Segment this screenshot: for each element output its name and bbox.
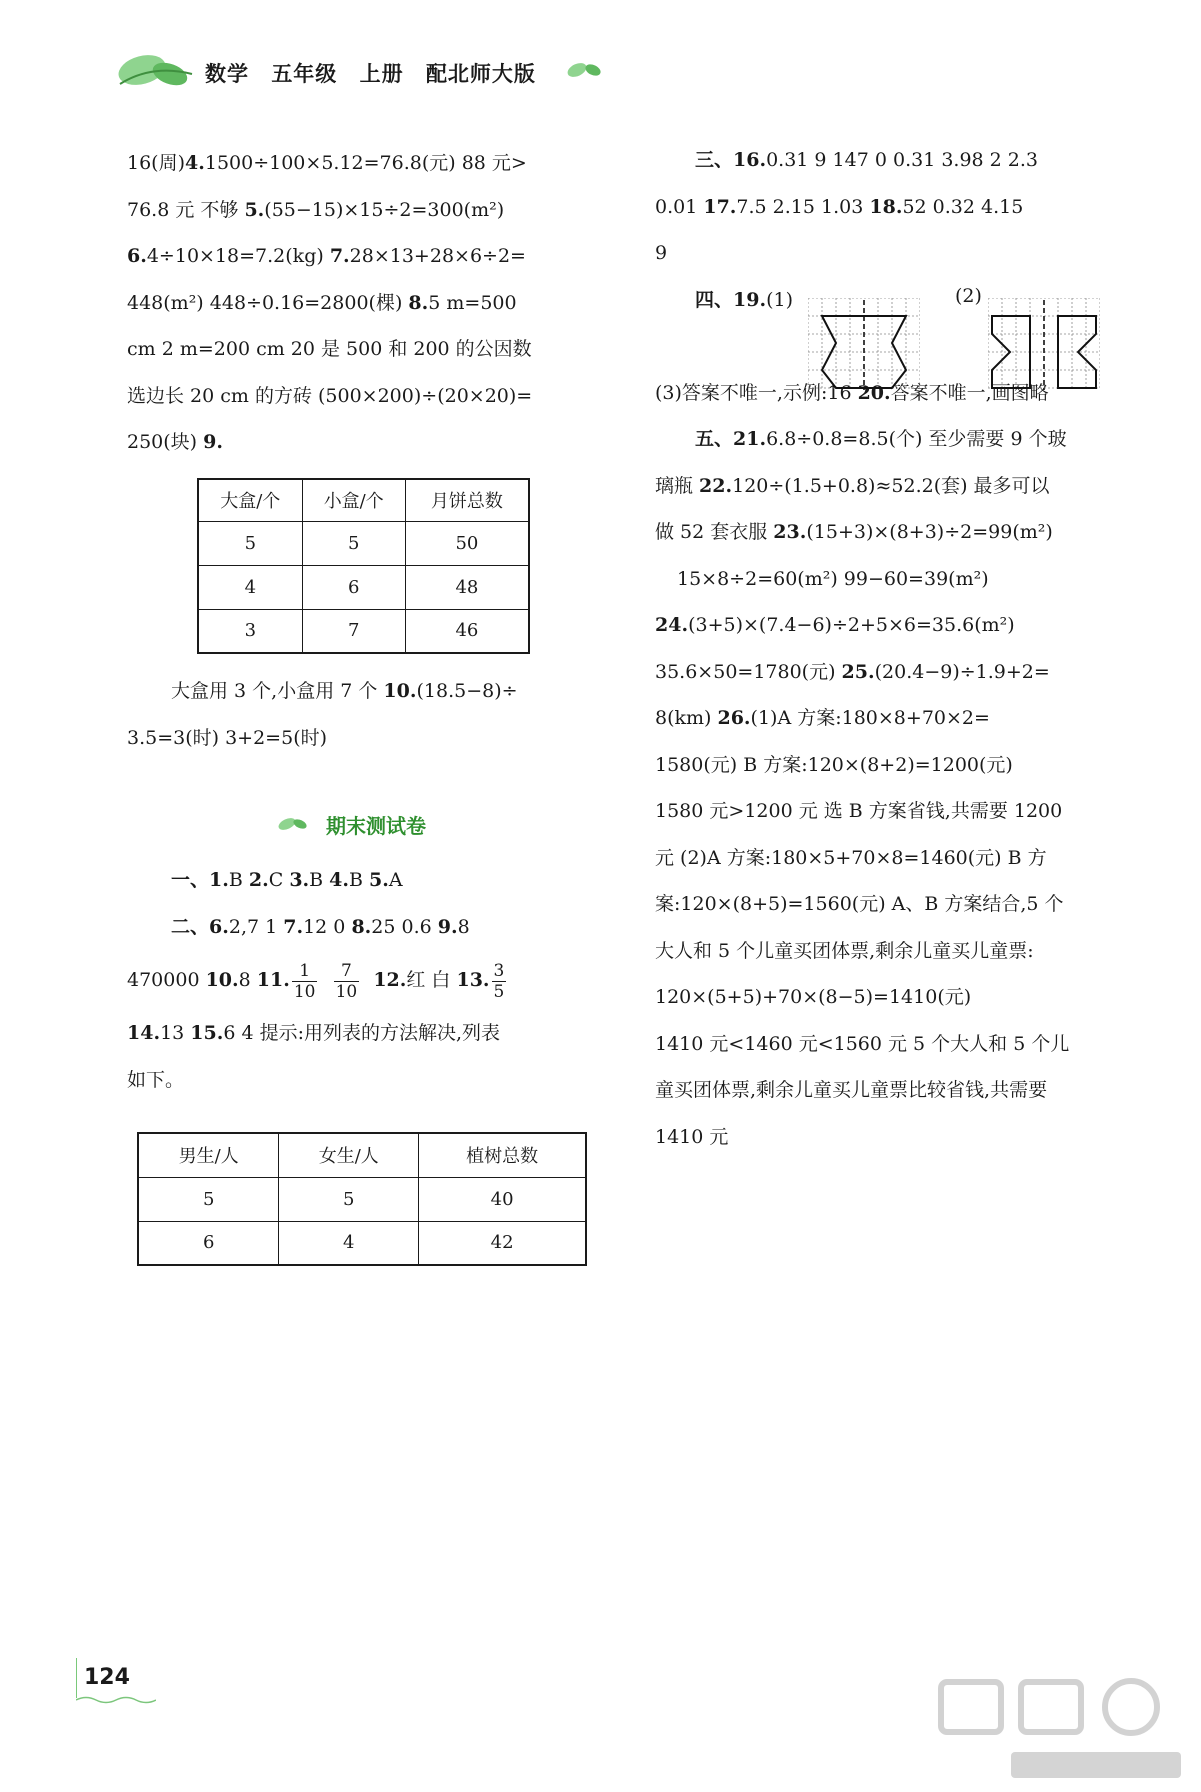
table-row: 6 4 42 <box>138 1221 586 1265</box>
answer-line: 76.8 元 不够 5.(55−15)×15÷2=300(m²) <box>127 198 505 221</box>
answer-line: 如下。 <box>127 1068 185 1091</box>
fraction: $\frac{1}{10}$ <box>293 960 316 1002</box>
answer-line: 1410 元<1460 元<1560 元 5 个大人和 5 个儿 <box>655 1032 1070 1055</box>
table-row: 5 5 50 <box>198 521 529 565</box>
answer-line: 一、1.B 2.C 3.B 4.B 5.A <box>171 869 403 891</box>
fraction: $\frac{7}{10}$ <box>335 960 358 1002</box>
answer-line: 448(m²) 448÷0.16=2800(棵) 8.5 m=500 <box>127 291 517 314</box>
answer-line: 14.13 15.6 4 提示:用列表的方法解决,列表 <box>127 1022 501 1044</box>
tree-planting-table <box>137 1132 587 1266</box>
answer-line: 120×(5+5)+70×(8−5)=1410(元) <box>655 986 972 1008</box>
answer-line: 24.(3+5)×(7.4−6)÷2+5×6=35.6(m²) <box>655 614 1015 636</box>
answer-line: 1410 元 <box>655 1125 729 1148</box>
section-title: 期末测试卷 <box>326 814 426 838</box>
small-leaf-icon <box>565 58 605 82</box>
fraction: $\frac{3}{5}$ <box>493 960 505 1002</box>
watermark-logo-icon <box>901 1662 1201 1792</box>
answer-line: 大人和 5 个儿童买团体票,剩余儿童买儿童票: <box>655 939 1034 962</box>
answer-line: 大盒用 3 个,小盒用 7 个 10.(18.5−8)÷ <box>171 680 518 702</box>
answer-line: 童买团体票,剩余儿童买儿童票比较省钱,共需要 <box>655 1079 1048 1101</box>
answer-line: 250(块) 9. <box>127 431 223 453</box>
answer-line: 璃瓶 22.120÷(1.5+0.8)≈52.2(套) 最多可以 <box>655 474 1050 497</box>
answer-line: (3)答案不唯一,示例:16 20.答案不唯一,画图略 <box>655 381 1049 404</box>
answer-line: 三、16.0.31 9 147 0 0.31 3.98 2 2.3 <box>695 149 1039 171</box>
answer-line: 0.01 17.7.5 2.15 1.03 18.52 0.32 4.15 <box>655 195 1024 218</box>
table-header-cell: 植树总数 <box>419 1133 586 1177</box>
answer-line: 35.6×50=1780(元) 25.(20.4−9)÷1.9+2= <box>655 660 1050 683</box>
left-column-after-table <box>127 668 617 761</box>
header-volume: 上册 <box>359 62 404 86</box>
symmetry-figure-2 <box>988 298 1100 390</box>
answer-line: 6.4÷10×18=7.2(kg) 7.28×13+28×6÷2= <box>127 245 526 267</box>
header-edition: 配北师大版 <box>425 62 536 86</box>
table-header-cell: 男生/人 <box>138 1133 279 1177</box>
table-row: 5 5 40 <box>138 1177 586 1221</box>
answer-line: 3.5=3(时) 3+2=5(时) <box>127 726 328 749</box>
answer-line: 做 52 套衣服 23.(15+3)×(8+3)÷2=99(m²) <box>655 521 1053 543</box>
page-number: 124 <box>84 1665 130 1690</box>
answer-line: 1580 元>1200 元 选 B 方案省钱,共需要 1200 <box>655 800 1063 822</box>
right-column <box>655 137 1135 1160</box>
answer-line: 元 (2)A 方案:180×5+70×8=1460(元) B 方 <box>655 846 1047 869</box>
answer-line: 16(周)4.1500÷100×5.12=76.8(元) 88 元> <box>127 152 527 174</box>
answer-line: 二、6.2,7 1 7.12 0 8.25 0.6 9.8 <box>171 915 470 938</box>
mooncake-table <box>197 478 530 654</box>
table-row: 3 7 46 <box>198 609 529 653</box>
answer-line: 案:120×(8+5)=1560(元) A、B 方案结合,5 个 <box>655 893 1064 915</box>
table-header-cell: 女生/人 <box>279 1133 419 1177</box>
left-column <box>127 140 617 466</box>
answer-line: 8(km) 26.(1)A 方案:180×8+70×2= <box>655 707 990 729</box>
table-header-cell: 小盒/个 <box>302 479 405 521</box>
table-header-cell: 月饼总数 <box>405 479 529 521</box>
header-grade: 五年级 <box>271 62 338 86</box>
header-subject: 数学 <box>205 62 249 86</box>
final-exam-answers <box>127 857 617 1103</box>
answer-line: 选边长 20 cm 的方砖 (500×200)÷(20×20)= <box>127 384 533 407</box>
page-header <box>0 0 1201 110</box>
answer-line: cm 2 m=200 cm 20 是 500 和 200 的公因数 <box>127 338 532 360</box>
section-leaf-icon <box>276 814 310 834</box>
answer-line: 1580(元) B 方案:120×(8+2)=1200(元) <box>655 753 1013 776</box>
header-title <box>205 58 536 88</box>
table-header-cell: 大盒/个 <box>198 479 302 521</box>
wave-decoration-icon <box>76 1695 156 1705</box>
table-row: 4 6 48 <box>198 565 529 609</box>
answer-line: 9 <box>655 242 668 264</box>
symmetry-figure-1 <box>808 298 920 390</box>
answer-line: 15×8÷2=60(m²) 99−60=39(m²) <box>677 567 989 590</box>
answer-line: 470000 10.8 11. $\frac{1}{10}$ $\frac{7}{10}$ 12.红 白 13. $\frac{3}{5}$ <box>127 960 505 1002</box>
leaf-decoration-icon <box>112 44 202 92</box>
answer-line-q19: 四、19.(1) (2) <box>695 284 982 311</box>
answer-line: 五、21.6.8÷0.8=8.5(个) 至少需要 9 个玻 <box>695 428 1067 450</box>
